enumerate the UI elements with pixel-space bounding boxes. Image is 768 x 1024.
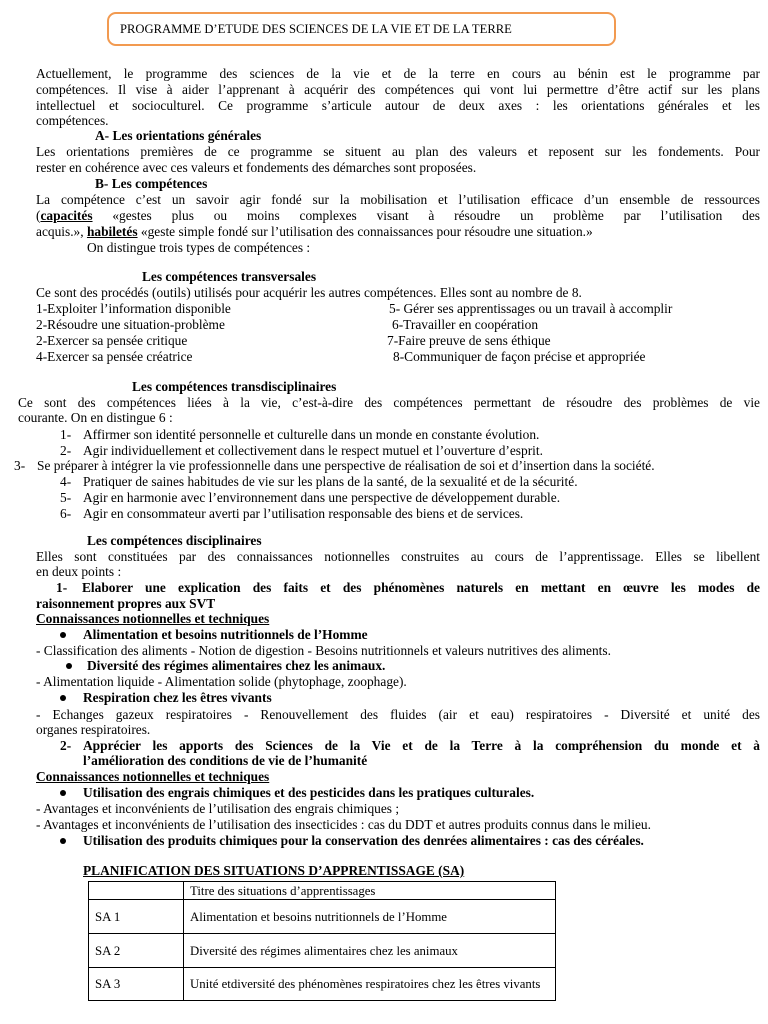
table-row: [89, 900, 556, 934]
transdisc-item-6: Agir en consommateur averti par l’utilisation responsable des biens et de services.: [83, 506, 524, 521]
acquis-text: acquis.»,: [36, 224, 87, 239]
disciplinaires-intro-1: Elles sont constituées par des connaissances notionnelles construites au cours de l’apprentissage. Elles se libellent: [36, 549, 760, 564]
capacites-term: capacités: [40, 208, 93, 223]
bullet-alimentation: Alimentation et besoins nutritionnels de l’Homme: [83, 627, 368, 642]
point-2-num: 2-: [60, 738, 72, 753]
section-b-line-4: On distingue trois types de compétences :: [87, 240, 311, 255]
table-header-row: [89, 882, 556, 900]
transdisciplinaires-intro-2: courante. On en distingue 6 :: [18, 410, 173, 425]
table-cell-title: Alimentation et besoins nutritionnels de l’Homme: [184, 900, 556, 934]
section-b-line-2: [36, 208, 760, 224]
disciplinaires-heading: Les compétences disciplinaires: [87, 533, 262, 548]
point-2-line-1: Apprécier les apports des Sciences de la Vie et de la Terre à la compréhension du monde et à: [83, 738, 760, 753]
intro-line-4: compétences.: [36, 113, 109, 128]
point-1-line-1: Elaborer une explication des faits et des phénomènes naturels en mettant en œuvre les modes de: [82, 580, 760, 595]
sub-engrais-2: - Avantages et inconvénients de l’utilisation des insecticides : cas du DDT et autres produits connus dans le milieu.: [36, 817, 651, 832]
bullet-icon: [60, 695, 66, 701]
intro-line-1: Actuellement, le programme des sciences de la vie et de la terre en cours au bénin est le programme par: [36, 66, 760, 81]
point-1-line-2: raisonnement propres aux SVT: [36, 596, 216, 611]
intro-line-3: intellectuel et socioculturel. Ce programme s’articule autour de deux axes : les orientations générales et les: [36, 98, 760, 113]
transversal-item-5: 5- Gérer ses apprentissages ou un travail à accomplir: [389, 301, 673, 316]
situations-table: [88, 881, 556, 1001]
planification-heading: PLANIFICATION DES SITUATIONS D’APPRENTISSAGE (SA): [83, 863, 465, 878]
transversal-item-7: 7-Faire preuve de sens éthique: [387, 333, 551, 348]
bullet-engrais: Utilisation des engrais chimiques et des pesticides dans les pratiques culturales.: [83, 785, 535, 800]
bullet-icon: [66, 663, 72, 669]
table-cell-sa: SA 3: [89, 968, 184, 1001]
transdisc-item-4-num: 4-: [60, 474, 72, 489]
transdisc-item-2-num: 2-: [60, 443, 72, 458]
bullet-regimes: Diversité des régimes alimentaires chez les animaux.: [87, 658, 386, 673]
disciplinaires-intro-2: en deux points :: [36, 564, 122, 579]
table-row: [89, 968, 556, 1001]
table-cell-title: Diversité des régimes alimentaires chez les animaux: [184, 934, 556, 968]
transversal-item-1: 1-Exploiter l’information disponible: [36, 301, 231, 316]
transversales-intro: Ce sont des procédés (outils) utilisés pour acquérir les autres compétences. Elles sont au nombre de 8.: [36, 285, 582, 300]
transversal-item-2: 2-Résoudre une situation-problème: [36, 317, 225, 332]
sub-regimes: - Alimentation liquide - Alimentation solide (phytophage, zoophage).: [36, 674, 407, 689]
transdisc-item-5: Agir en harmonie avec l’environnement dans une perspective de développement durable.: [83, 490, 561, 505]
bullet-icon: [60, 790, 66, 796]
transdisc-item-3-num: 3-: [14, 458, 26, 473]
bullet-icon: [60, 632, 66, 638]
bullet-icon: [60, 838, 66, 844]
transdisc-item-3: Se préparer à intégrer la vie professionnelle dans une perspective de réalisation de soi et d’insertion dans la société.: [37, 458, 655, 473]
point-1-num: 1-: [56, 580, 68, 595]
table-cell-sa: SA 1: [89, 900, 184, 934]
connaissances-heading-2: Connaissances notionnelles et techniques: [36, 769, 270, 784]
transdisc-item-4: Pratiquer de saines habitudes de vie sur les plans de la santé, de la sexualité et de la sécurité.: [83, 474, 578, 489]
transdisc-item-1: Affirmer son identité personnelle et culturelle dans un monde en constante évolution.: [83, 427, 540, 442]
document-title: PROGRAMME D’ETUDE DES SCIENCES DE LA VIE ET DE LA TERRE: [107, 12, 616, 46]
habiletes-term: habiletés: [86, 224, 138, 239]
transdisc-item-2: Agir individuellement et collectivement dans le respect mutuel et l’ouverture d’esprit.: [83, 443, 543, 458]
section-b-line-1: La compétence c’est un savoir agir fondé sur la mobilisation et l’utilisation efficace d’un ensemble de ressources: [36, 192, 760, 207]
transversales-heading: Les compétences transversales: [142, 269, 317, 284]
section-b-heading: B- Les compétences: [95, 176, 208, 191]
transversal-item-8: 8-Communiquer de façon précise et appropriée: [393, 349, 646, 364]
sub-respiration-1: - Echanges gazeux respiratoires - Renouvellement des fluides (air et eau) respiratoires - Diversité et unité des: [36, 707, 760, 722]
sub-engrais-1: - Avantages et inconvénients de l’utilisation des engrais chimiques ;: [36, 801, 400, 816]
transdisc-item-6-num: 6-: [60, 506, 72, 521]
table-header-cell: Titre des situations d’apprentissages: [184, 882, 556, 900]
bullet-respiration: Respiration chez les êtres vivants: [83, 690, 272, 705]
paren-open: (: [36, 208, 41, 223]
transversal-item-3: 2-Exercer sa pensée critique: [36, 333, 188, 348]
transversal-item-6: 6-Travailler en coopération: [392, 317, 539, 332]
table-header-cell: [89, 882, 184, 900]
intro-line-2: compétences. Il vise à aider l’apprenant à acquérir des compétences qui vont lui permettre d’être actif sur les plans: [36, 82, 760, 97]
connaissances-heading-1: Connaissances notionnelles et techniques: [36, 611, 270, 626]
capacites-definition: «gestes plus ou moins complexes visant à résoudre un problème par l’utilisation des: [92, 208, 760, 223]
habiletes-definition: «geste simple fondé sur l’utilisation des connaissances pour résoudre une situation.»: [137, 224, 593, 239]
transdisciplinaires-heading: Les compétences transdisciplinaires: [132, 379, 337, 394]
transdisc-item-5-num: 5-: [60, 490, 72, 505]
point-2-line-2: l’amélioration des conditions de vie de l’humanité: [83, 753, 368, 768]
bullet-conservation: Utilisation des produits chimiques pour la conservation des denrées alimentaires : cas des céréales.: [83, 833, 644, 848]
transdisc-item-1-num: 1-: [60, 427, 72, 442]
sub-respiration-2: organes respiratoires.: [36, 722, 151, 737]
sub-alimentation: - Classification des aliments - Notion de digestion - Besoins nutritionnels et valeurs nutritives des aliments.: [36, 643, 611, 658]
transdisciplinaires-intro-1: Ce sont des compétences liées à la vie, c’est-à-dire des compétences permettant de résoudre des problèmes de vie: [18, 395, 760, 410]
table-cell-title: Unité etdiversité des phénomènes respiratoires chez les êtres vivants: [184, 968, 556, 1001]
section-a-line-2: rester en cohérence avec ces valeurs et fondements des démarches sont proposées.: [36, 160, 477, 175]
section-b-line-3: [36, 224, 593, 240]
transversal-item-4: 4-Exercer sa pensée créatrice: [36, 349, 193, 364]
section-a-heading: A- Les orientations générales: [95, 128, 262, 143]
table-row: [89, 934, 556, 968]
section-a-line-1: Les orientations premières de ce programme se situent au plan des valeurs et reposent sur les fondements. Pour: [36, 144, 760, 159]
table-cell-sa: SA 2: [89, 934, 184, 968]
